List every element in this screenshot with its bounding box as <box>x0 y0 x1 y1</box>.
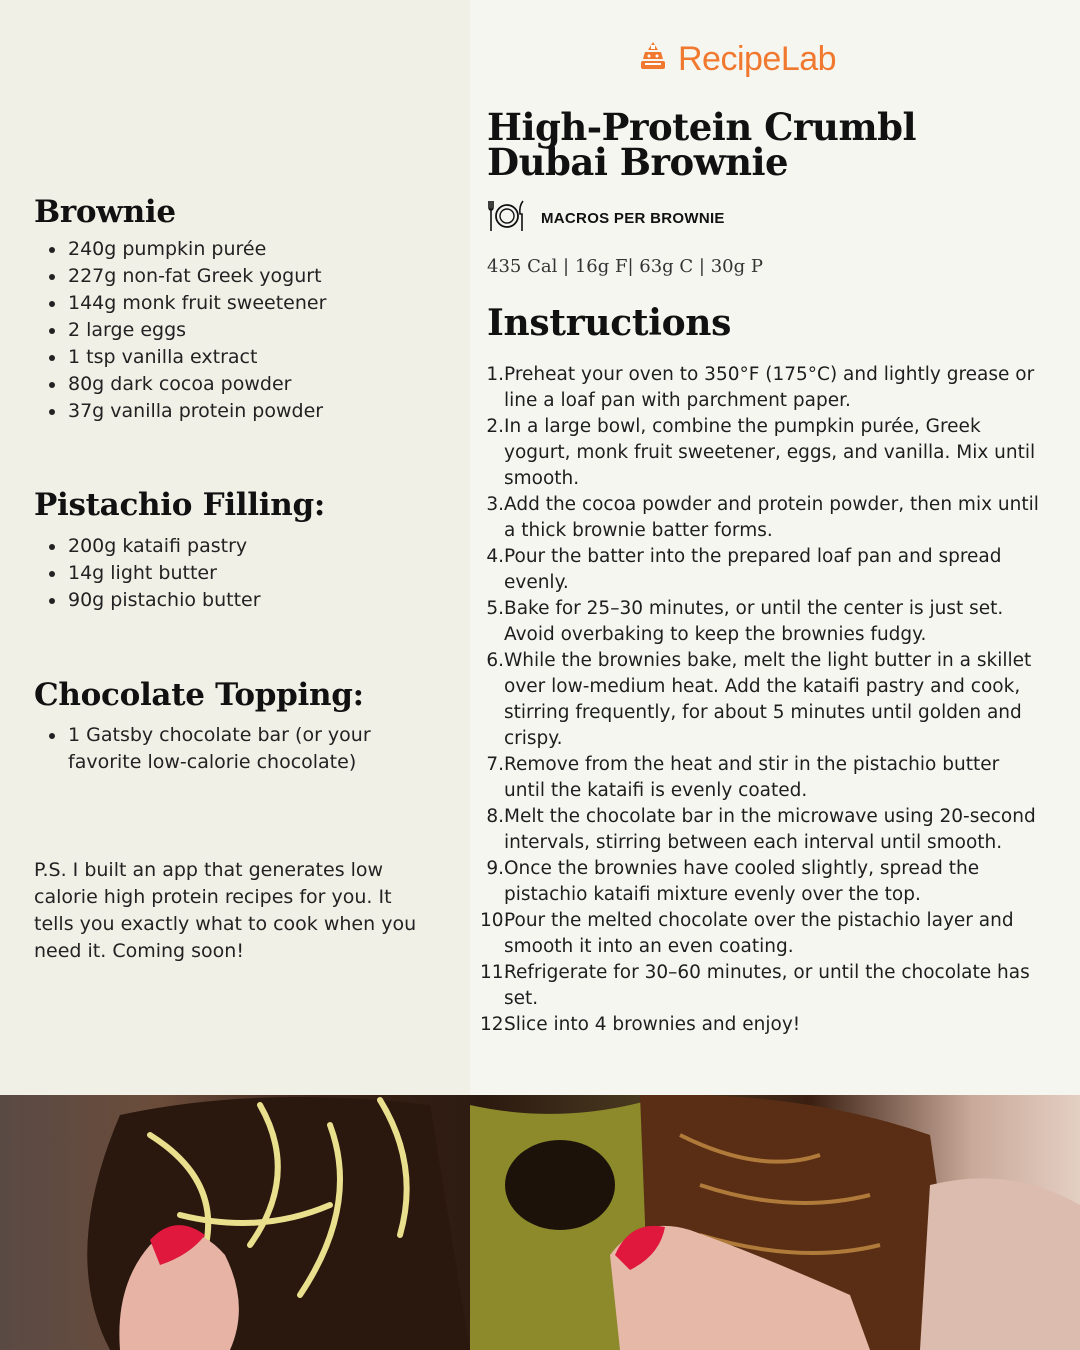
instruction-step <box>480 596 1040 648</box>
ingredient-item: 227g non-fat Greek yogurt <box>68 263 326 290</box>
step-text: Add the cocoa powder and protein powder, then mix until a thick brownie batter forms. <box>504 494 1039 541</box>
brownie-photo <box>0 1095 1080 1350</box>
instruction-step <box>480 492 1040 544</box>
macros-label: MACROS PER BROWNIE <box>541 209 725 227</box>
ingredient-item: 1 tsp vanilla extract <box>68 344 326 371</box>
ingredient-item: 37g vanilla protein powder <box>68 398 326 425</box>
step-text: Bake for 25–30 minutes, or until the center is just set. Avoid overbaking to keep the brownies fudgy. <box>504 598 1004 645</box>
step-text: While the brownies bake, melt the light butter in a skillet over low-medium heat. Add the kataifi pastry and cook, stirring frequently, for about 5 minutes until golden and crispy. <box>504 650 1032 749</box>
instruction-step <box>480 908 1040 960</box>
chocolate-topping-heading: Chocolate Topping: <box>34 677 364 713</box>
step-number: 5. <box>486 598 504 619</box>
ingredient-item: 90g pistachio butter <box>68 587 261 614</box>
ingredient-item: 1 Gatsby chocolate bar (or your favorite low-calorie chocolate) <box>68 722 378 776</box>
step-number: 11. <box>480 962 510 983</box>
step-number: 2. <box>486 416 504 437</box>
recipe-title: High-Protein Crumbl Dubai Brownie <box>487 105 917 184</box>
step-number: 9. <box>486 858 504 879</box>
instruction-step <box>480 752 1040 804</box>
instruction-step <box>480 960 1040 1012</box>
ingredient-item: 240g pumpkin purée <box>68 236 326 263</box>
macros-header <box>487 198 725 238</box>
instruction-step <box>480 362 1040 414</box>
instruction-step <box>480 1012 1040 1038</box>
step-text: Pour the batter into the prepared loaf pan and spread evenly. <box>504 546 1002 593</box>
brownie-ingredient-list <box>68 236 326 425</box>
step-text: Melt the chocolate bar in the microwave using 20-second intervals, stirring between each interval until smooth. <box>504 806 1036 853</box>
ingredient-item: 200g kataifi pastry <box>68 533 261 560</box>
step-text: In a large bowl, combine the pumpkin purée, Greek yogurt, monk fruit sweetener, eggs, and vanilla. Mix until smooth. <box>504 416 1036 489</box>
instruction-step <box>480 856 1040 908</box>
ingredient-item: 14g light butter <box>68 560 261 587</box>
brand-logo[interactable] <box>636 38 836 80</box>
ingredient-item: 2 large eggs <box>68 317 326 344</box>
step-text: Pour the melted chocolate over the pistachio layer and smooth it into an even coating. <box>504 910 1014 957</box>
step-number: 6. <box>486 650 504 671</box>
step-text: Preheat your oven to 350°F (175°C) and lightly grease or line a loaf pan with parchment paper. <box>504 364 1035 411</box>
step-number: 10. <box>480 910 510 931</box>
postscript-note: P.S. I built an app that generates low calorie high protein recipes for you. It tells you exactly what to cook when you need it. Coming soon! <box>34 859 417 962</box>
ingredient-item: 144g monk fruit sweetener <box>68 290 326 317</box>
step-text: Remove from the heat and stir in the pistachio butter until the kataifi is evenly coated. <box>504 754 1000 801</box>
brownie-heading: Brownie <box>34 194 176 230</box>
instruction-step <box>480 804 1040 856</box>
step-number: 12. <box>480 1014 510 1035</box>
step-text: Slice into 4 brownies and enjoy! <box>504 1014 801 1035</box>
step-number: 7. <box>486 754 504 775</box>
step-text: Refrigerate for 30–60 minutes, or until the chocolate has set. <box>504 962 1030 1009</box>
step-number: 4. <box>486 546 504 567</box>
step-number: 1. <box>486 364 504 385</box>
step-text: Once the brownies have cooled slightly, spread the pistachio kataifi mixture evenly over the top. <box>504 858 980 905</box>
instruction-step <box>480 648 1040 752</box>
brand-name: RecipeLab <box>678 39 837 78</box>
ingredient-item: 80g dark cocoa powder <box>68 371 326 398</box>
instruction-steps <box>480 362 1040 1038</box>
plate-cutlery-icon <box>487 198 527 238</box>
instruction-step <box>480 544 1040 596</box>
step-number: 8. <box>486 806 504 827</box>
step-number: 3. <box>486 494 504 515</box>
cake-logo-icon <box>636 40 670 78</box>
pistachio-filling-heading: Pistachio Filling: <box>34 487 325 523</box>
macros-values: 435 Cal | 16g F| 63g C | 30g P <box>487 256 763 277</box>
topping-ingredient-list <box>68 722 378 776</box>
instruction-step <box>480 414 1040 492</box>
instructions-heading: Instructions <box>487 302 732 344</box>
filling-ingredient-list <box>68 533 261 614</box>
